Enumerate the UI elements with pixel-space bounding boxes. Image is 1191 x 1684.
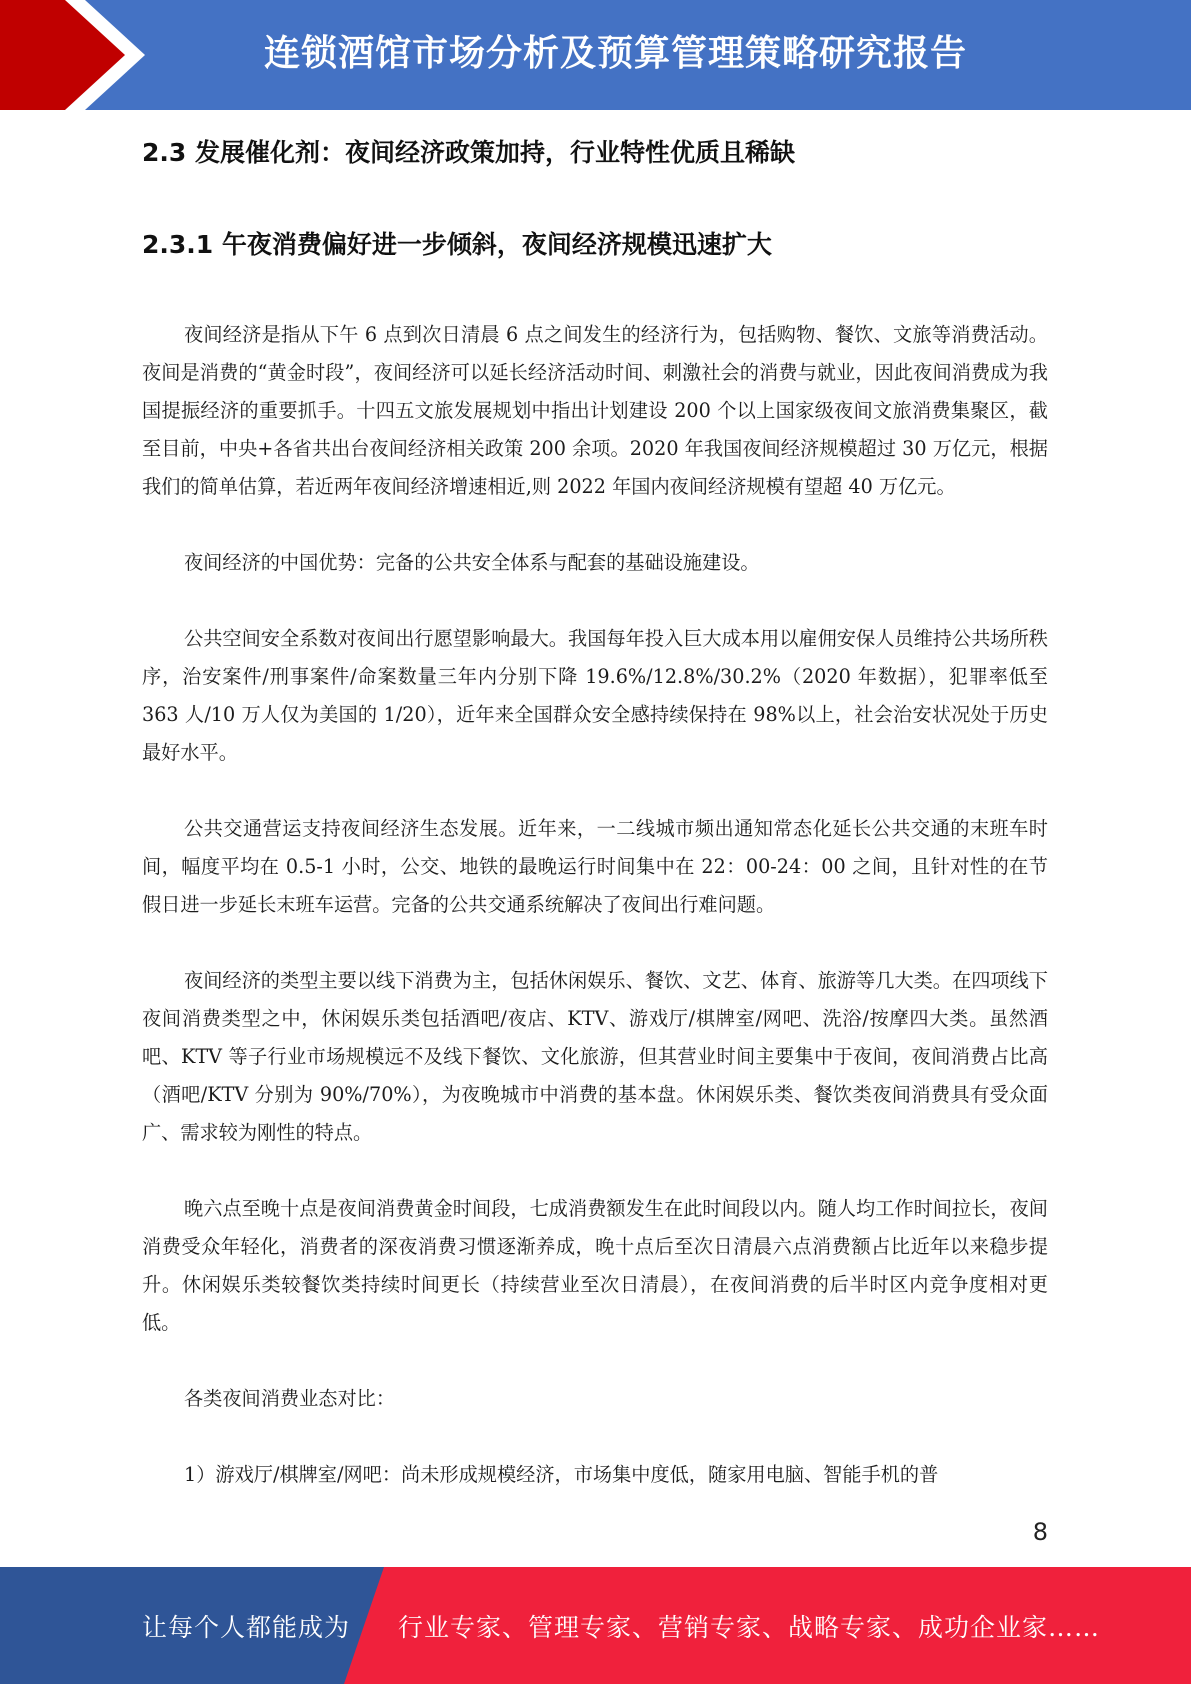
- header-arrow-decoration: [0, 0, 160, 110]
- footer-slogan-right: 行业专家、管理专家、营销专家、战略专家、成功企业家……: [398, 1613, 1101, 1642]
- paragraph: 公共交通营运支持夜间经济生态发展。近年来，一二线城市频出通知常态化延长公共交通的末班车时间，幅度平均在 0.5-1 小时，公交、地铁的最晚运行时间集中在 22：00-24：00 之间，且针对性的在节假日进一步延长末班车运营。完备的公共交通系统解决了夜间出行难问题。: [142, 817, 1048, 916]
- footer-slogan-left: 让每个人都能成为: [142, 1613, 351, 1642]
- paragraph: 公共空间安全系数对夜间出行愿望影响最大。我国每年投入巨大成本用以雇佣安保人员维持公共场所秩序，治安案件/刑事案件/命案数量三年内分别下降 19.6%/12.8%/30.2%（2020 年数据），犯罪率低至 363 人/10 万人仅为美国的 1/20），近年来全国群众安全感持续保持在 98%以上，社会治安状况处于历史最好水平。: [142, 627, 1048, 764]
- report-title: 连锁酒馆市场分析及预算管理策略研究报告: [263, 33, 967, 74]
- section-heading: 2.3 发展催化剂：夜间经济政策加持，行业特性优质且稀缺: [142, 138, 795, 167]
- paragraph: 晚六点至晚十点是夜间消费黄金时间段，七成消费额发生在此时间段以内。随人均工作时间拉长，夜间消费受众年轻化，消费者的深夜消费习惯逐渐养成，晚十点后至次日清晨六点消费额占比近年以来稳步提升。休闲娱乐类较餐饮类持续时间更长（持续营业至次日清晨），在夜间消费的后半时区内竞争度相对更低。: [142, 1197, 1048, 1334]
- page-footer: [0, 1567, 1191, 1684]
- paragraph: 夜间经济的类型主要以线下消费为主，包括休闲娱乐、餐饮、文艺、体育、旅游等几大类。在四项线下夜间消费类型之中，休闲娱乐类包括酒吧/夜店、KTV、游戏厅/棋牌室/网吧、洗浴/按摩四大类。虽然酒吧、KTV 等子行业市场规模远不及线下餐饮、文化旅游，但其营业时间主要集中于夜间，夜间消费占比高（酒吧/KTV 分别为 90%/70%），为夜晚城市中消费的基本盘。休闲娱乐类、餐饮类夜间消费具有受众面广、需求较为刚性的特点。: [142, 969, 1048, 1144]
- paragraph: 各类夜间消费业态对比：: [184, 1387, 396, 1410]
- document-body: [142, 120, 1048, 1494]
- page-number: 8: [1032, 1518, 1048, 1546]
- paragraph: 夜间经济的中国优势：完备的公共安全体系与配套的基础设施建设。: [184, 551, 760, 574]
- paragraph: 夜间经济是指从下午 6 点到次日清晨 6 点之间发生的经济行为，包括购物、餐饮、文旅等消费活动。夜间是消费的“黄金时段”，夜间经济可以延长经济活动时间、刺激社会的消费与就业，因此夜间消费成为我国提振经济的重要抓手。十四五文旅发展规划中指出计划建设 200 个以上国家级夜间文旅消费集聚区，截至目前，中央+各省共出台夜间经济相关政策 200 余项。2020 年我国夜间经济规模超过 30 万亿元，根据我们的简单估算，若近两年夜间经济增速相近,则 2022 年国内夜间经济规模有望超 40 万亿元。: [142, 323, 1048, 498]
- list-item: 1）游戏厅/棋牌室/网吧：尚未形成规模经济，市场集中度低，随家用电脑、智能手机的普: [184, 1463, 939, 1486]
- page-header: [0, 0, 1191, 110]
- subsection-heading: 2.3.1 午夜消费偏好进一步倾斜，夜间经济规模迅速扩大: [142, 230, 772, 259]
